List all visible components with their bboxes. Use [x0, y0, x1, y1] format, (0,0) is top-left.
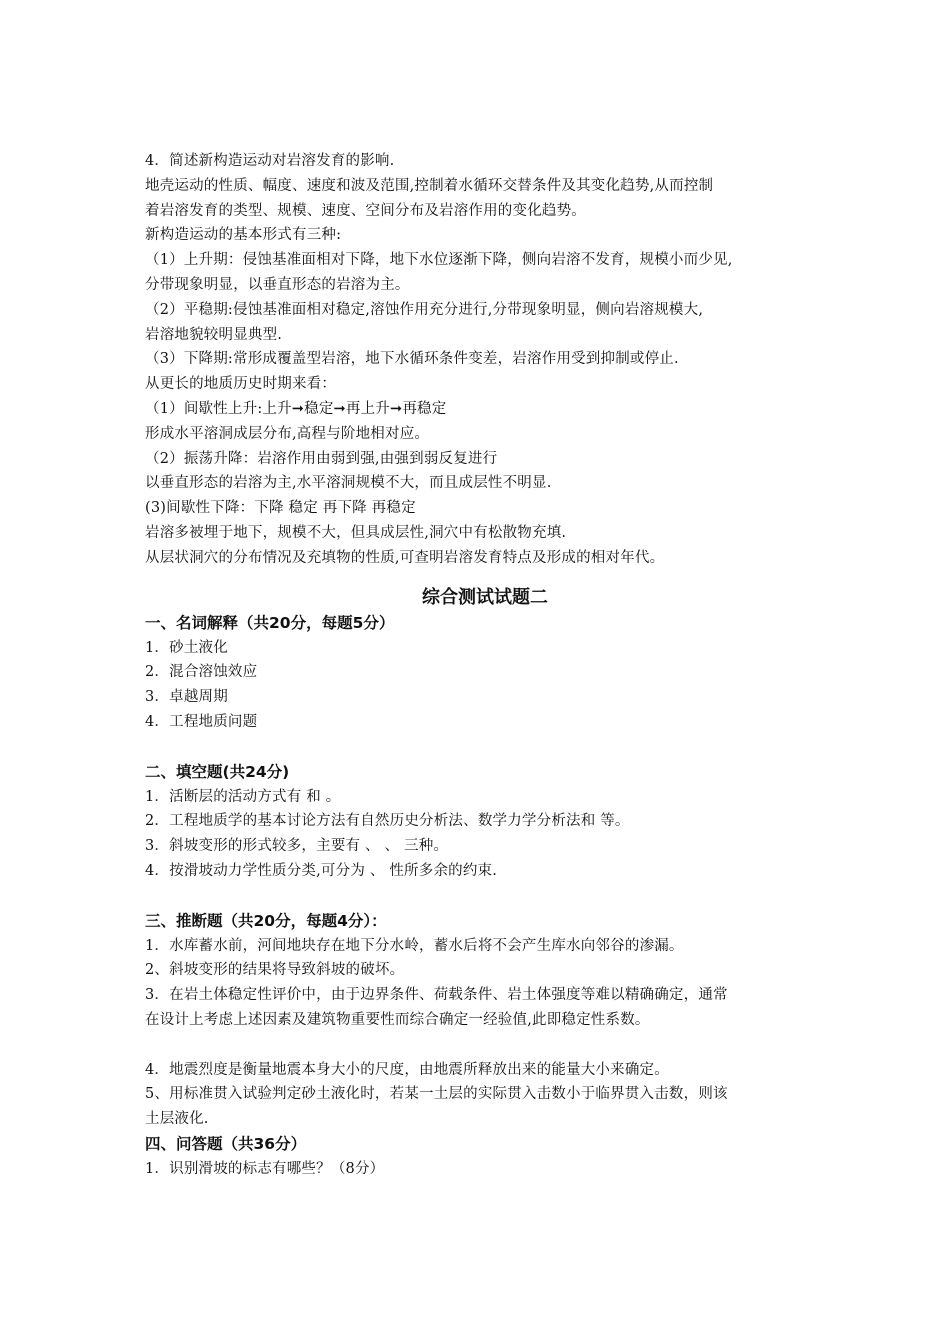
text-line: 着岩溶发育的类型、规模、速度、空间分布及岩溶作用的变化趋势。 — [145, 202, 586, 219]
section-heading: 四、问答题（共36分） — [145, 1134, 307, 1153]
list-item: 3．卓越周期 — [145, 689, 228, 706]
list-item: 1．砂土液化 — [145, 639, 228, 656]
text-line: 岩溶地貌较明显典型. — [145, 326, 283, 343]
list-item: 土层液化. — [145, 1111, 209, 1128]
list-item: 3．在岩土体稳定性评价中，由于边界条件、荷载条件、岩土体强度等难以精确确定，通常 — [145, 987, 728, 1004]
section-terms — [145, 611, 825, 735]
question-4-answer — [145, 149, 825, 571]
text-line: 新构造运动的基本形式有三种: — [145, 227, 342, 244]
document-page — [145, 149, 825, 1182]
section-heading: 一、名词解释（共20分，每题5分） — [145, 613, 395, 632]
list-item: 2、斜坡变形的结果将导致斜坡的破坏。 — [145, 962, 405, 979]
text-line: （3）下降期:常形成覆盖型岩溶，地下水循环条件变差，岩溶作用受到抑制或停止. — [145, 351, 679, 368]
text-line: 4．简述新构造运动对岩溶发育的影响. — [145, 153, 395, 169]
text-line: （2）平稳期:侵蚀基准面相对稳定,溶蚀作用充分进行,分带现象明显，侧向岩溶规模大, — [145, 301, 704, 318]
list-item: 3．斜坡变形的形式较多，主要有 、 、 三种。 — [145, 838, 449, 855]
section-heading: 二、填空题(共24分) — [145, 762, 290, 781]
text-line: 以垂直形态的岩溶为主,水平溶洞规模不大，而且成层性不明显. — [145, 475, 552, 492]
text-line: （2）振荡升降：岩溶作用由弱到强,由强到弱反复进行 — [145, 450, 498, 467]
text-line: （1）间歇性上升:上升➞稳定➞再上升➞再稳定 — [145, 400, 447, 417]
text-line: 岩溶多被埋于地下，规模不大，但具成层性,洞穴中有松散物充填. — [145, 524, 567, 541]
list-item: 1．活断层的活动方式有 和 。 — [145, 788, 341, 805]
list-item: 2．混合溶蚀效应 — [145, 664, 258, 681]
list-item: 4．按滑坡动力学性质分类,可分为 、 性所多余的约束. — [145, 862, 498, 879]
list-item: 1．水库蓄水前，河间地块存在地下分水岭，蓄水后将不会产生库水向邻谷的渗漏。 — [145, 937, 684, 954]
text-line: 分带现象明显，以垂直形态的岩溶为主。 — [145, 276, 410, 293]
list-item: 4．地震烈度是衡量地震本身大小的尺度，由地震所释放出来的能量大小来确定。 — [145, 1061, 669, 1078]
text-line: 形成水平溶洞成层分布,高程与阶地相对应。 — [145, 425, 430, 442]
list-item: 在设计上考虑上述因素及建筑物重要性而综合确定一经验值,此即稳定性系数。 — [145, 1011, 650, 1028]
text-line: （1）上升期：侵蚀基准面相对下降，地下水位逐渐下降，侧向岩溶不发育，规模小而少见, — [145, 252, 733, 269]
text-line: (3)间歇性下降：下降 稳定 再下降 再稳定 — [145, 500, 416, 517]
exam-title: 综合测试试题二 — [422, 586, 548, 608]
list-item: 2．工程地质学的基本讨论方法有自然历史分析法、数学力学分析法和 等。 — [145, 813, 630, 830]
section-fill-blank — [145, 760, 825, 884]
list-item: 4．工程地质问题 — [145, 713, 258, 730]
text-line: 地壳运动的性质、幅度、速度和波及范围,控制着水循环交替条件及其变化趋势,从而控制 — [145, 177, 714, 194]
section-qa — [145, 1132, 825, 1182]
list-item: 5、用标准贯入试验判定砂土液化时，若某一土层的实际贯入击数小于临界贯入击数，则该 — [145, 1086, 728, 1103]
text-line: 从层状洞穴的分布情况及充填物的性质,可查明岩溶发育特点及形成的相对年代。 — [145, 549, 665, 566]
list-item: 1．识别滑坡的标志有哪些？（8分） — [145, 1160, 385, 1177]
section-heading: 三、推断题（共20分，每题4分）： — [145, 911, 387, 930]
text-line: 从更长的地质历史时期来看： — [145, 376, 337, 393]
section-judgement — [145, 909, 825, 1132]
